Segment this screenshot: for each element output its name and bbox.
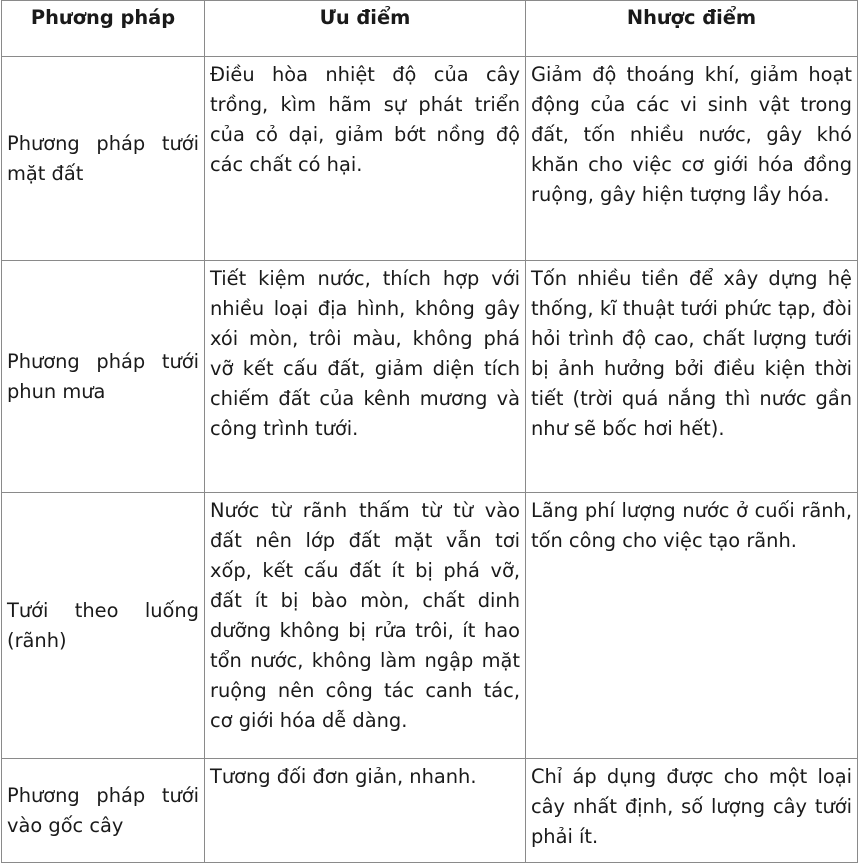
- method-cell: Tưới theo luống (rãnh): [2, 493, 205, 759]
- disadvantages-cell: Giảm độ thoáng khí, giảm hoạt động của các vi sinh vật trong đất, tốn nhiều nước, gây khó khăn cho việc cơ giới hóa đồng ruộng, gây hiện tượng lầy hóa.: [526, 57, 858, 261]
- header-disadvantages: Nhược điểm: [526, 1, 858, 57]
- irrigation-methods-table: [1, 0, 858, 863]
- advantages-cell: Tiết kiệm nước, thích hợp với nhiều loại địa hình, không gây xói mòn, trôi màu, không phá vỡ kết cấu đất, giảm diện tích chiếm đất của kênh mương và công trình tưới.: [205, 261, 526, 493]
- advantages-cell: Điều hòa nhiệt độ của cây trồng, kìm hãm sự phát triển của cỏ dại, giảm bớt nồng độ các chất có hại.: [205, 57, 526, 261]
- advantages-cell: Nước từ rãnh thấm từ từ vào đất nên lớp đất mặt vẫn tơi xốp, kết cấu đất ít bị phá vỡ, đất ít bị bào mòn, chất dinh dưỡng không bị rửa trôi, ít hao tổn nước, không làm ngập mặt ruộng nên công tác canh tác, cơ giới hóa dễ dàng.: [205, 493, 526, 759]
- header-advantages: Ưu điểm: [205, 1, 526, 57]
- method-cell: Phương pháp tưới phun mưa: [2, 261, 205, 493]
- header-method: Phương pháp: [2, 1, 205, 57]
- table-row: [2, 493, 858, 759]
- table-row: [2, 759, 858, 863]
- method-cell: Phương pháp tưới mặt đất: [2, 57, 205, 261]
- table-row: [2, 57, 858, 261]
- disadvantages-cell: Tốn nhiều tiền để xây dựng hệ thống, kĩ thuật tưới phức tạp, đòi hỏi trình độ cao, chất lượng tưới bị ảnh hưởng bởi điều kiện thời tiết (trời quá nắng thì nước gần như sẽ bốc hơi hết).: [526, 261, 858, 493]
- disadvantages-cell: Chỉ áp dụng được cho một loại cây nhất định, số lượng cây tưới phải ít.: [526, 759, 858, 863]
- method-cell: Phương pháp tưới vào gốc cây: [2, 759, 205, 863]
- table-header-row: [2, 1, 858, 57]
- advantages-cell: Tương đối đơn giản, nhanh.: [205, 759, 526, 863]
- table-row: [2, 261, 858, 493]
- disadvantages-cell: Lãng phí lượng nước ở cuối rãnh, tốn công cho việc tạo rãnh.: [526, 493, 858, 759]
